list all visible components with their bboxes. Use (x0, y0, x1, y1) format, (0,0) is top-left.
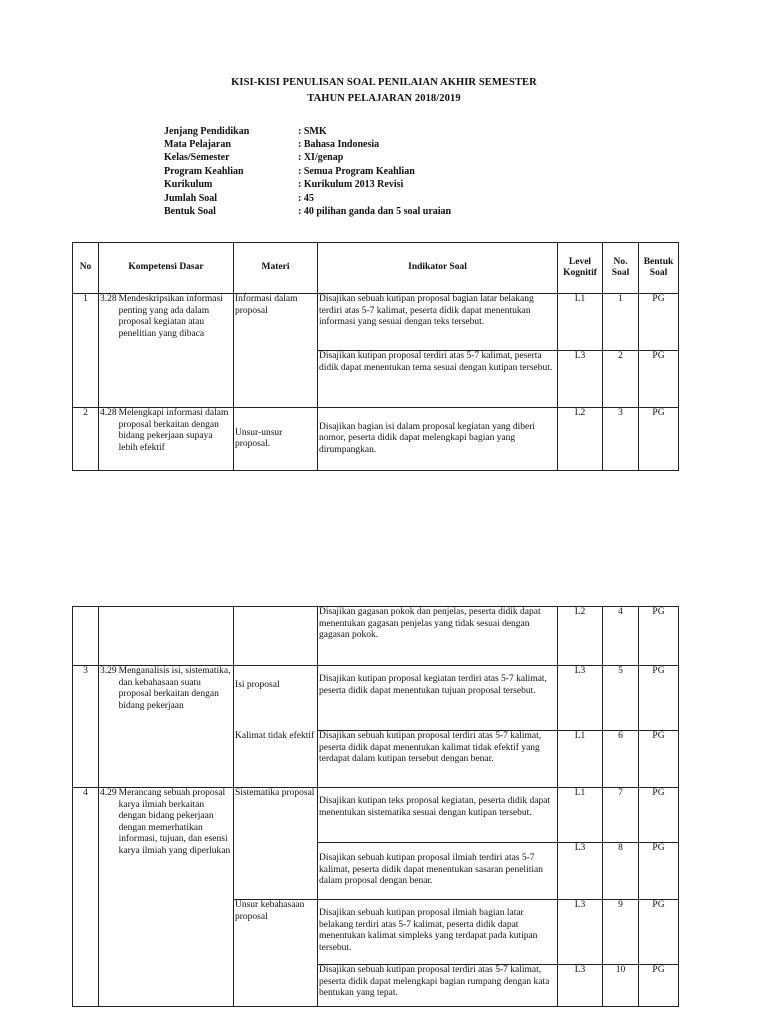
header-no: No (73, 243, 99, 294)
info-label: Program Keahlian (164, 166, 244, 177)
kompetensi-dasar-cell (99, 607, 234, 666)
no-soal-cell: 1 (603, 294, 639, 351)
kompetensi-dasar-cell (99, 788, 234, 1007)
info-label: Mata Pelajaran (164, 139, 231, 150)
level-cell: L1 (558, 788, 603, 843)
level-cell: L3 (558, 351, 603, 408)
info-label: Kurikulum (164, 179, 213, 190)
bentuk-cell: PG (639, 965, 679, 1007)
level-cell: L3 (558, 900, 603, 965)
materi-cell: Informasi dalam proposal (234, 294, 318, 408)
kd-code: 4.29 (100, 788, 117, 798)
kd-code: 3.29 (100, 666, 117, 676)
table-row (73, 666, 679, 731)
kd-text: Merancang sebuah proposal karya ilmiah berkaitan dengan bidang pekerjaan dengan memerhatikan informasi, tujuan, dan esensi karya ilmiah yang diperlukan (118, 788, 231, 856)
table-row (73, 294, 679, 351)
bentuk-cell: PG (639, 408, 679, 471)
no-soal-cell: 9 (603, 900, 639, 965)
indikator-cell: Disajikan kutipan proposal terdiri atas 5-7 kalimat, peserta didik dapat menentukan tema sesuai dengan kutipan tersebut. (318, 351, 558, 408)
document-subtitle: TAHUN PELAJARAN 2018/2019 (307, 93, 461, 104)
kd-code: 4.28 (100, 408, 117, 418)
kisi-table-page1 (72, 242, 679, 471)
kd-text: Melengkapi informasi dalam proposal berkaitan dengan bidang pekerjaan supaya lebih efektif (118, 408, 229, 453)
materi-cell (234, 607, 318, 666)
info-label: Bentuk Soal (164, 206, 216, 217)
bentuk-cell: PG (639, 294, 679, 351)
bentuk-cell: PG (639, 788, 679, 843)
no-soal-cell: 7 (603, 788, 639, 843)
indikator-cell: Disajikan sebuah kutipan proposal terdiri atas 5-7 kalimat, peserta didik dapat menentukan kalimat tidak efektif yang terdapat dalam kutipan tersebut dengan benar. (318, 731, 558, 788)
info-value: : 40 pilihan ganda dan 5 soal uraian (298, 206, 452, 217)
indikator-cell: Disajikan sebuah kutipan proposal bagian latar belakang terdiri atas 5-7 kalimat, peserta didik dapat menentukan informasi yang sesuai dengan teks tersebut. (318, 294, 558, 351)
kompetensi-dasar-cell (99, 294, 234, 408)
no-soal-cell: 10 (603, 965, 639, 1007)
indikator-cell: Disajikan kutipan proposal kegiatan terdiri atas 5-7 kalimat, peserta didik dapat menentukan tujuan proposal tersebut. (318, 666, 558, 731)
no-soal-cell: 3 (603, 408, 639, 471)
level-cell: L1 (558, 294, 603, 351)
row-number: 1 (73, 294, 99, 408)
bentuk-cell: PG (639, 843, 679, 900)
level-cell: L3 (558, 965, 603, 1007)
indikator-cell: Disajikan sebuah kutipan proposal ilmiah bagian latar belakang terdiri atas 5-7 kalimat, peserta didik dapat menentukan kalimat simpleks yang terdapat pada kutipan tersebut. (318, 900, 558, 965)
header-kompetensi-dasar: Kompetensi Dasar (99, 243, 234, 294)
header-materi: Materi (234, 243, 318, 294)
bentuk-cell: PG (639, 351, 679, 408)
info-value: : Kurikulum 2013 Revisi (298, 179, 404, 190)
materi-cell: Isi proposal (234, 666, 318, 731)
kd-code: 3.28 (100, 294, 117, 304)
header-indikator-soal: Indikator Soal (318, 243, 558, 294)
materi-cell: Unsur-unsur proposal. (234, 408, 318, 471)
info-value: : SMK (298, 126, 327, 137)
info-value: : 45 (298, 193, 314, 204)
no-soal-cell: 6 (603, 731, 639, 788)
info-value: : Semua Program Keahlian (298, 166, 415, 177)
indikator-cell: Disajikan sebuah kutipan proposal terdiri atas 5-7 kalimat, peserta didik dapat melengkapi bagian rumpang dengan kata bentukan yang tepat. (318, 965, 558, 1007)
indikator-cell: Disajikan gagasan pokok dan penjelas, peserta didik dapat menentukan gagasan penjelas yang tidak sesuai dengan gagasan pokok. (318, 607, 558, 666)
no-soal-cell: 2 (603, 351, 639, 408)
no-soal-cell: 4 (603, 607, 639, 666)
table-row (73, 607, 679, 666)
kompetensi-dasar-cell (99, 666, 234, 788)
bentuk-cell: PG (639, 607, 679, 666)
indikator-cell: Disajikan kutipan teks proposal kegiatan, peserta didik dapat menentukan sistematika sesuai dengan kutipan tersebut. (318, 788, 558, 843)
materi-cell: Kalimat tidak efektif (234, 731, 318, 788)
bentuk-cell: PG (639, 731, 679, 788)
info-label: Jenjang Pendidikan (164, 126, 250, 137)
materi-cell: Unsur kebahasaan proposal (234, 900, 318, 1007)
row-number: 2 (73, 408, 99, 471)
header-no-soal: No. Soal (603, 243, 639, 294)
row-number: 4 (73, 788, 99, 1007)
info-value: : XI/genap (298, 152, 344, 163)
no-soal-cell: 8 (603, 843, 639, 900)
header-level-kognitif: Level Kognitif (558, 243, 603, 294)
materi-cell: Sistematika proposal (234, 788, 318, 900)
info-label: Kelas/Semester (164, 152, 230, 163)
document-title: KISI-KISI PENULISAN SOAL PENILAIAN AKHIR SEMESTER (231, 77, 537, 88)
table-header-row (73, 243, 679, 294)
level-cell: L3 (558, 843, 603, 900)
no-soal-cell: 5 (603, 666, 639, 731)
level-cell: L3 (558, 666, 603, 731)
table-row (73, 788, 679, 843)
indikator-cell: Disajikan bagian isi dalam proposal kegiatan yang diberi nomor, peserta didik dapat melengkapi bagian yang dirumpangkan. (318, 408, 558, 471)
kompetensi-dasar-cell (99, 408, 234, 471)
table-row (73, 408, 679, 471)
kd-text: Menganalisis isi, sistematika, dan kebahasaan suatu proposal berkaitan dengan bidang pekerjaan (118, 666, 231, 711)
indikator-cell: Disajikan sebuah kutipan proposal ilmiah terdiri atas 5-7 kalimat, peserta didik dapat menentukan sasaran penelitian dalam proposal dengan benar. (318, 843, 558, 900)
row-number (73, 607, 99, 666)
header-bentuk-soal: Bentuk Soal (639, 243, 679, 294)
kd-text: Mendeskripsikan informasi penting yang ada dalam proposal kegiatan atau penelitian yang dibaca (118, 294, 223, 339)
bentuk-cell: PG (639, 900, 679, 965)
info-value: : Bahasa Indonesia (298, 139, 380, 150)
kisi-table-page2 (72, 606, 679, 1007)
row-number: 3 (73, 666, 99, 788)
level-cell: L2 (558, 408, 603, 471)
level-cell: L2 (558, 607, 603, 666)
info-label: Jumlah Soal (164, 193, 218, 204)
bentuk-cell: PG (639, 666, 679, 731)
level-cell: L1 (558, 731, 603, 788)
